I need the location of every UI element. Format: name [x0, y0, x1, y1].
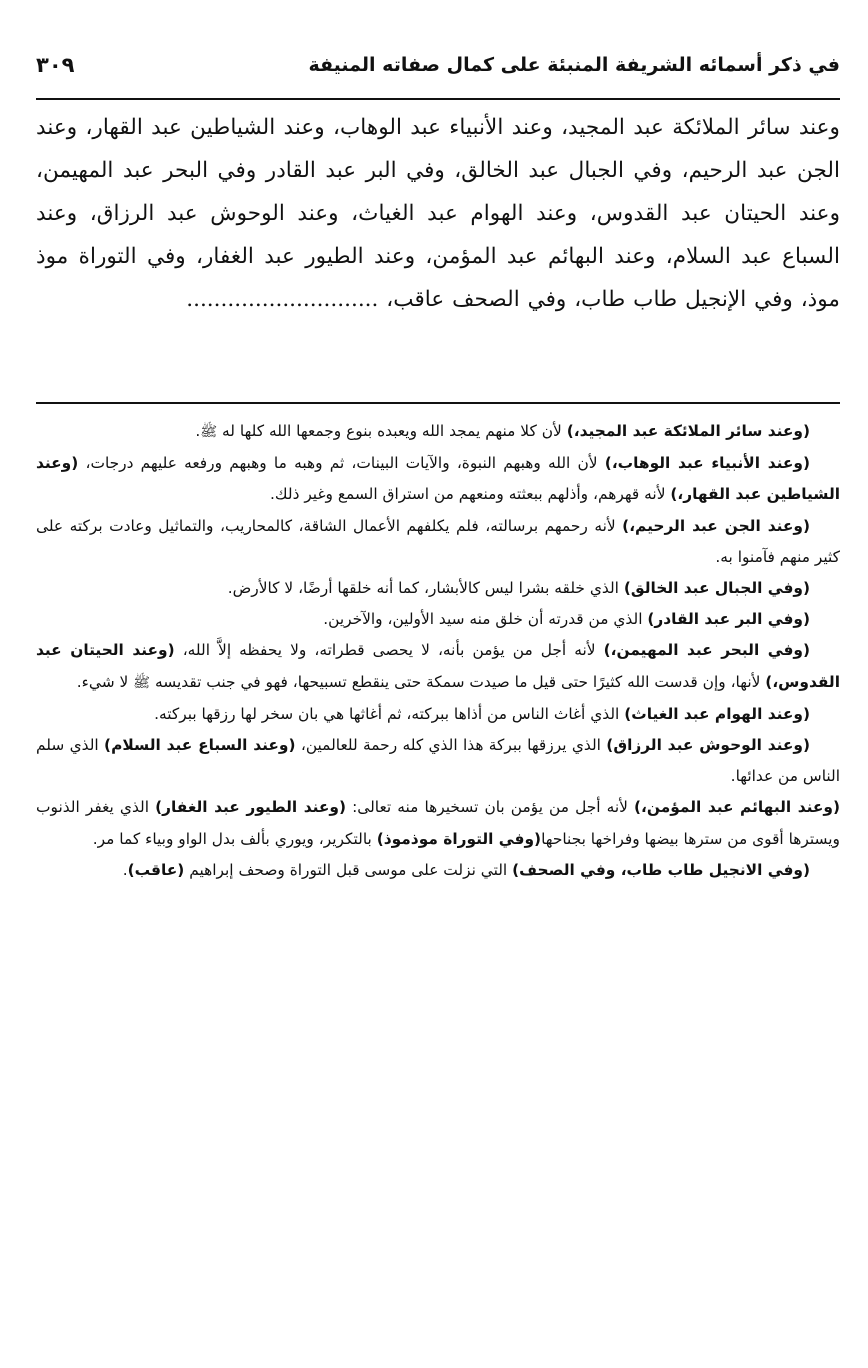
commentary-text: الذي خلقه بشرا ليس كالأبشار، كما أنه خلقها أرضًا، لا كالأرض. — [227, 579, 624, 598]
commentary-heading: (وعند الشياطين عبد القهار،) — [36, 454, 840, 504]
commentary-paragraph — [36, 604, 840, 635]
commentary-text: لأن الله وهبهم النبوة، والآيات البينات، ثم وهبه ما وهبهم ورفعه عليهم درجات، — [78, 454, 605, 473]
commentary-heading: (وعند الحيتان عبد القدوس،) — [36, 641, 840, 691]
commentary-text: لأنه رحمهم برسالته، فلم يكلفهم الأعمال الشاقة، كالمحاريب، والتماثيل وعادت بركته على كثير منهم فآمنوا به. — [36, 516, 840, 566]
commentary-text: لأن كلا منهم يمجد الله ويعبده بنوع وجمعها الله كلها له — [217, 422, 567, 440]
commentary-paragraph — [36, 635, 840, 698]
commentary-heading: (وفي التوراة موذموذ) — [376, 829, 542, 848]
commentary-heading: (وفي البحر عبد المهيمن،) — [603, 641, 810, 660]
commentary-paragraph — [36, 448, 840, 510]
commentary-paragraph — [36, 855, 840, 886]
commentary-text: لأنها، وإن قدست الله كثيرًا حتى قيل ما صيدت سمكة حتى ينقطع تسبيحها، فهو في جنب تقديسه — [150, 672, 766, 691]
commentary-text: الذي يغفر الذنوب ويسترها أقوى من سترها بيضها وفراخها بجناحها — [36, 798, 840, 848]
commentary-divider — [36, 402, 840, 404]
commentary-paragraph — [36, 416, 840, 448]
commentary-heading: (وعند الأنبياء عبد الوهاب،) — [604, 454, 810, 473]
commentary-heading: (وعند سائر الملائكة عبد المجيد،) — [566, 422, 810, 440]
salutation-glyph: ﷺ — [200, 424, 218, 440]
commentary-text: الذي سلم الناس من عدائها. — [36, 736, 840, 786]
running-header — [36, 40, 840, 90]
commentary-text: التي نزلت على موسى قبل التوراة وصحف إبراهيم — [184, 860, 513, 879]
commentary-heading: (وفي الجبال عبد الخالق) — [623, 579, 810, 598]
running-title: في ذكر أسمائه الشريفة المنبئة على كمال صفاته المنيفة — [308, 54, 840, 76]
ellipsis-dots: ............................ — [186, 287, 379, 312]
commentary-heading: (وعند الهوام عبد الغياث) — [624, 704, 810, 723]
commentary-text: الذي يرزقها ببركة هذا الذي كله رحمة للعالمين، — [295, 736, 607, 755]
page-number: ٣٠٩ — [36, 53, 75, 77]
commentary-heading: (وفي الانجيل طاب طاب، وفي الصحف) — [512, 860, 810, 879]
commentary-text: لأنه أجل من يؤمن بأنه، لا يحصى قطراته، ولا يحفظه إلاَّ الله، — [174, 641, 604, 660]
commentary-text: لأنه أجل من يؤمن بان تسخيرها منه تعالى: — [346, 798, 634, 817]
commentary-text: بالتكرير، ويوري بألف بدل الواو وبياء كما مر. — [92, 829, 377, 848]
commentary-heading: (وعند السباع عبد السلام) — [104, 736, 296, 755]
commentary-text: . — [195, 422, 201, 440]
commentary-text: لأنه قهرهم، وأذلهم ببعثته ومنعهم من استراق السمع وغير ذلك. — [270, 485, 671, 504]
main-text-block — [36, 106, 840, 321]
commentary-paragraph — [36, 792, 840, 854]
commentary-paragraph — [36, 511, 840, 573]
header-divider — [36, 98, 840, 100]
commentary-heading: (وعند الجن عبد الرحيم،) — [622, 516, 810, 535]
commentary-text: . — [122, 860, 128, 879]
commentary-text: الذي من قدرته أن خلق منه سيد الأولين، والآخرين. — [323, 610, 648, 629]
commentary-text: لا شيء. — [76, 672, 134, 691]
commentary-paragraph — [36, 573, 840, 604]
commentary-heading: (عاقب) — [127, 860, 185, 879]
commentary-text: الذي أغاث الناس من أذاها ببركته، ثم أغاثها هي بان سخر لها رزقها ببركته. — [154, 704, 625, 723]
commentary-heading: (وفي البر عبد القادر) — [647, 610, 810, 629]
commentary-heading: (وعند الطيور عبد الغفار) — [155, 798, 347, 817]
commentary-block — [36, 416, 840, 886]
main-text: وعند سائر الملائكة عبد المجيد، وعند الأنبياء عبد الوهاب، وعند الشياطين عبد القهار، وعند الجن عبد الرحيم، وفي الجبال عبد الخالق، وفي البر عبد القادر وفي البحر عبد المهيمن، وعند الحيتان عبد القدوس، وعند الهوام عبد الغياث، وعند الوحوش عبد الرزاق، وعند السباع عبد السلام، وعند البهائم عبد المؤمن، وعند الطيور عبد الغفار، وفي التوراة موذ موذ، وفي الإنجيل طاب طاب، وفي الصحف عاقب، — [36, 115, 840, 312]
commentary-paragraph — [36, 730, 840, 792]
commentary-heading: (وعند الوحوش عبد الرزاق) — [606, 736, 810, 755]
salutation-glyph: ﷺ — [133, 674, 151, 691]
commentary-paragraph — [36, 699, 840, 730]
commentary-heading: (وعند البهائم عبد المؤمن،) — [634, 798, 840, 817]
